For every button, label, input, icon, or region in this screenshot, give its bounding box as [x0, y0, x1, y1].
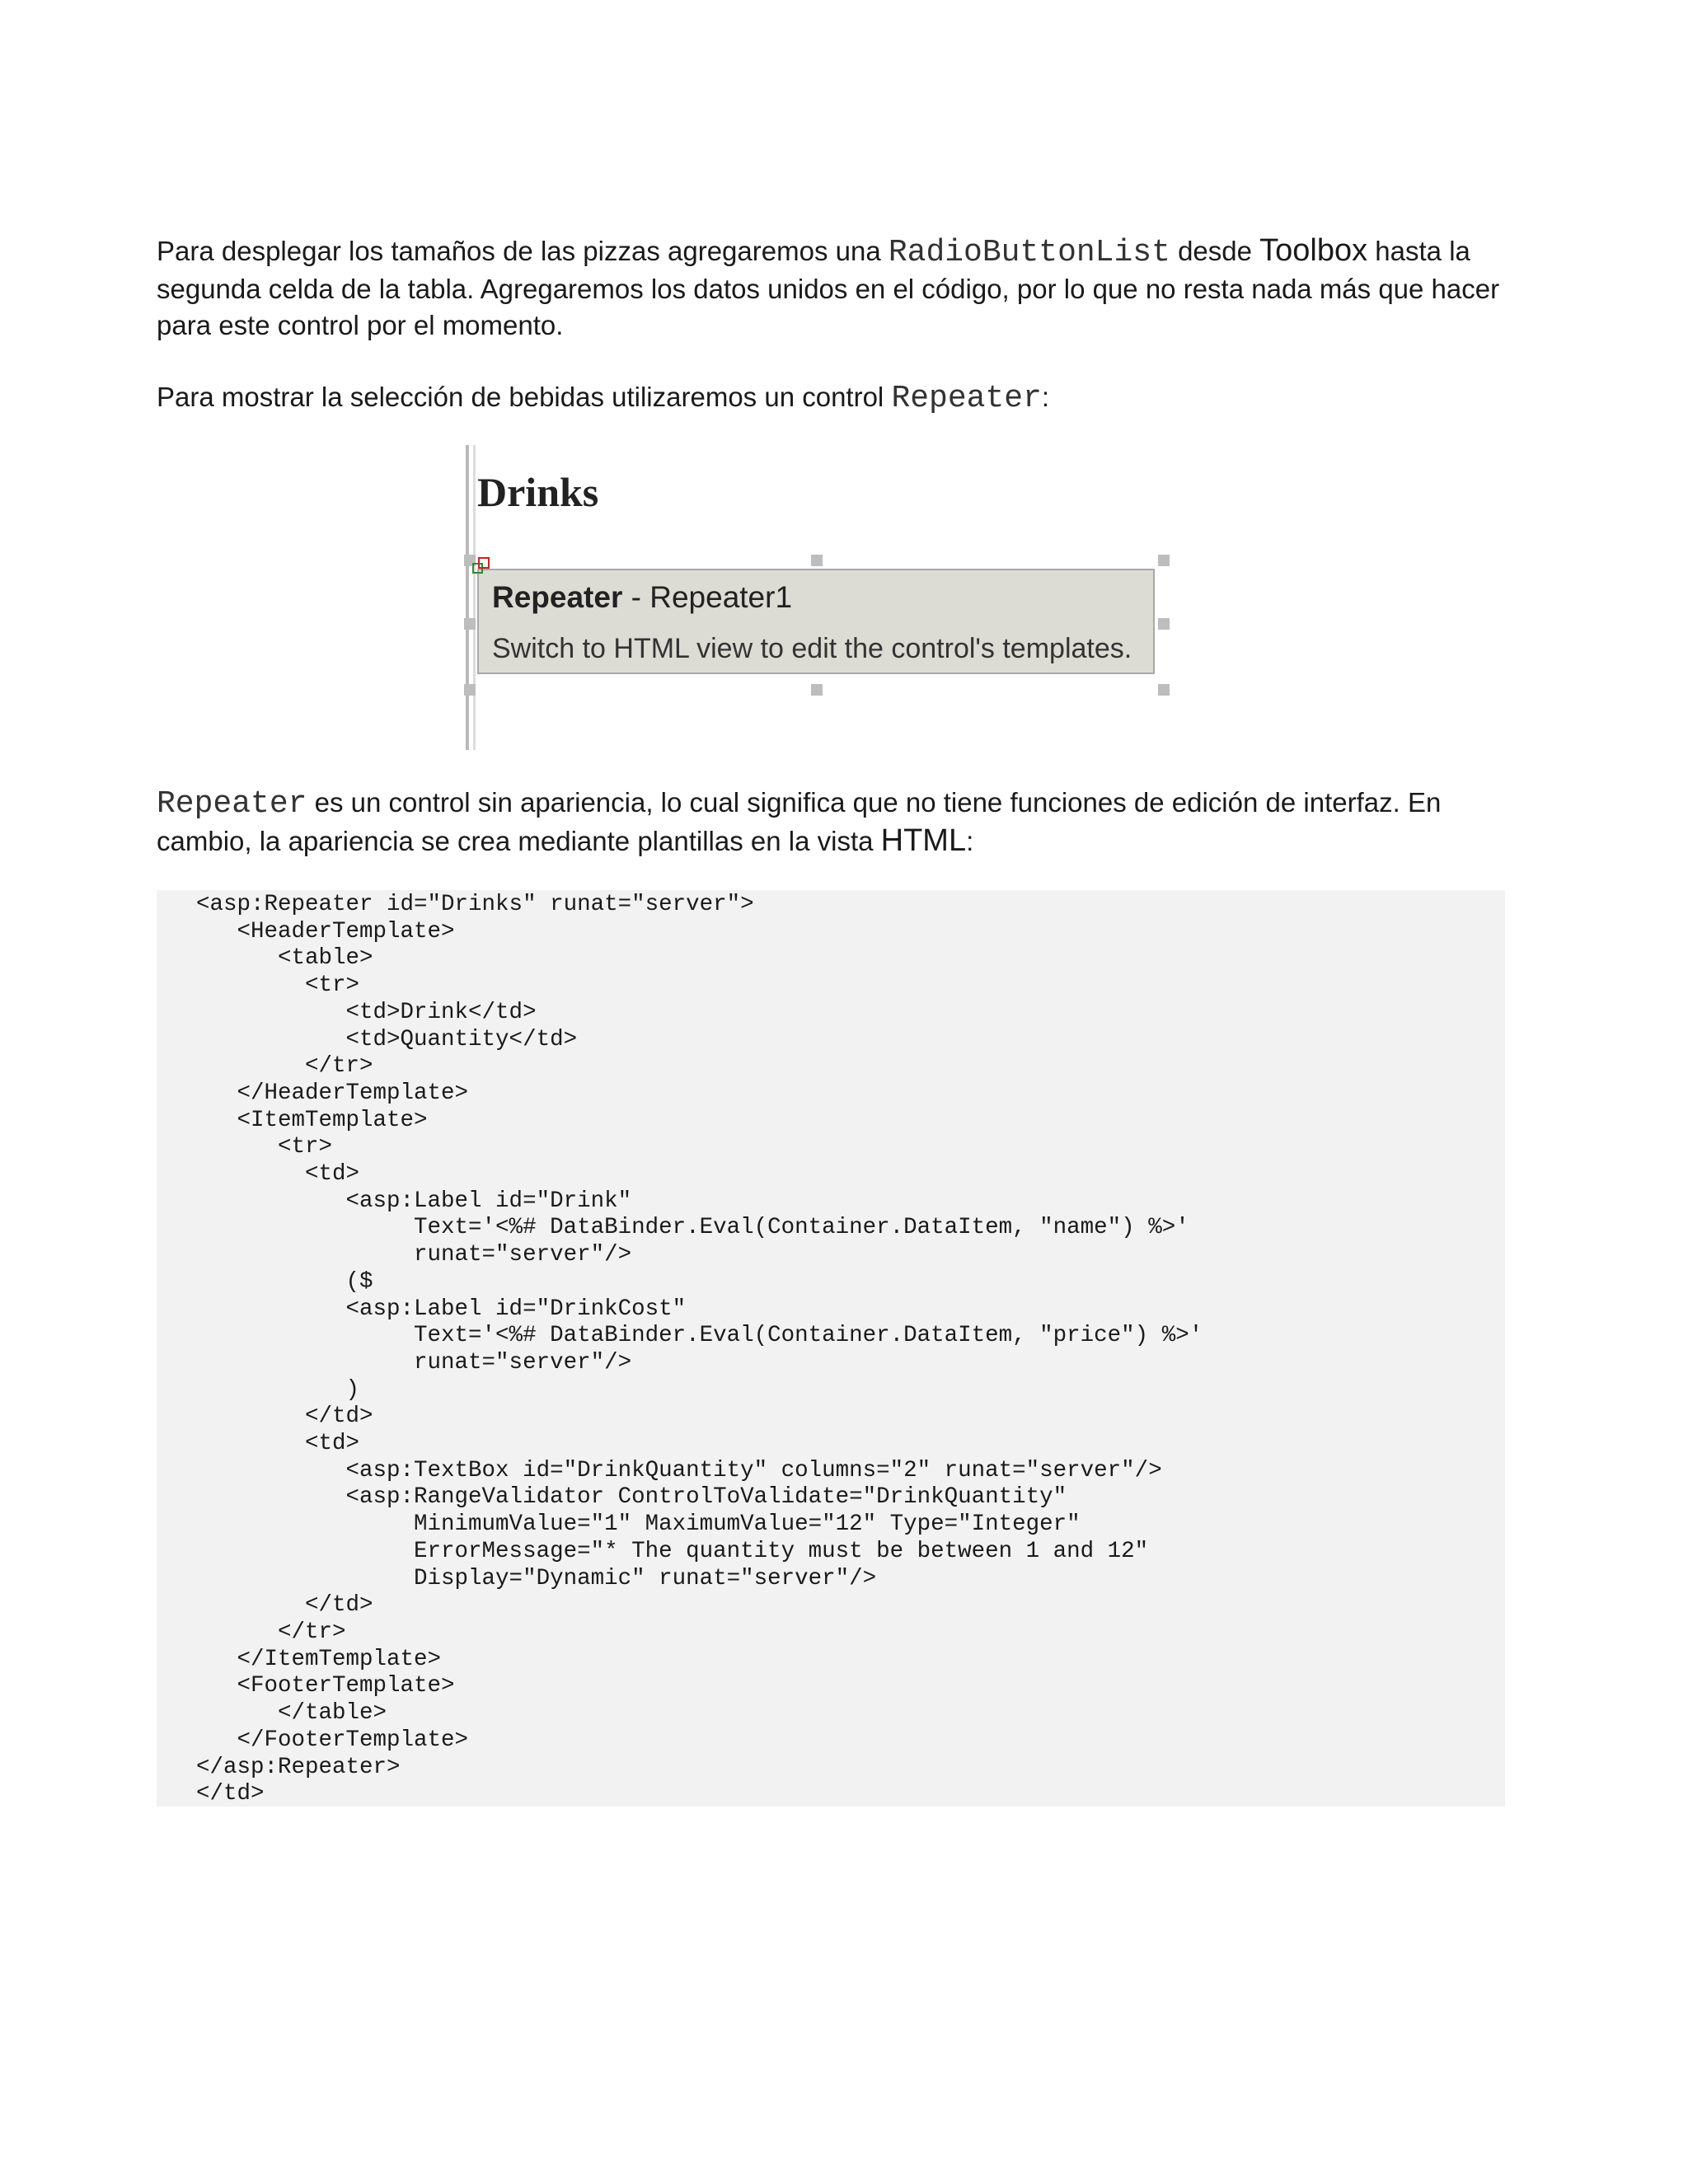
code-block — [157, 890, 1505, 1807]
repeater-code: Repeater — [891, 381, 1042, 416]
paragraph1-text-c: hasta la segunda celda de la tabla. Agregaremos los datos unidos en el código, por lo que no resta nada más que hacer para este control por el momento. — [157, 236, 1500, 340]
paragraph2-text-b: : — [1041, 382, 1050, 412]
paragraph3-text-a: es un control sin apariencia, lo cual significa que no tiene funciones de edición de interfaz. En cambio, la apariencia se crea mediante plantillas en la vista — [157, 787, 1442, 856]
paragraph1-text-b: desde — [1170, 236, 1260, 266]
resize-handle-tc — [811, 555, 823, 566]
designer-border — [466, 445, 469, 750]
resize-handle-bc — [811, 684, 823, 696]
paragraph2-text-a: Para mostrar la selección de bebidas utilizaremos un control — [157, 382, 892, 412]
repeater-control-id: - Repeater1 — [622, 580, 793, 614]
repeater-control-title — [492, 580, 792, 615]
paragraph-repeater-description — [157, 785, 1517, 860]
paragraph-radiobuttonlist — [157, 232, 1517, 344]
resize-handle-mr — [1158, 618, 1170, 630]
repeater-code-2: Repeater — [157, 786, 307, 822]
paragraph1-text-a: Para desplegar los tamaños de las pizzas agregaremos una — [157, 236, 889, 266]
resize-handle-tr — [1158, 555, 1170, 566]
resize-handle-ml — [464, 618, 476, 630]
code-listing: <asp:Repeater id="Drinks" runat="server"> <HeaderTemplate> <table> <tr> <td>Drink</td> <td>Quantity</td> </tr> </HeaderTemplate> <ItemTemplate> <tr> <td> <asp:Label id="Drink" Text='<%# DataBinder.Eval(Container.DataItem, "name") %>' runat="server"/> ($ <asp:Label id="DrinkCost" Text='<%# DataBinder.Eval(Container.DataItem, "price") %>' runat="server"/> ) </td> <td> <asp:TextBox id="DrinkQuantity" columns="2" runat="server"/> <asp:RangeValidator ControlToValidate="DrinkQuantity" MinimumValue="1" MaximumValue="12" Type="Integer" ErrorMessage="* The quantity must be between 1 and 12" Display="Dynamic" runat="server"/> </td> </tr> </ItemTemplate> <FooterTemplate> </table> </FooterTemplate> </asp:Repeater> </td> — [196, 892, 1203, 1807]
paragraph-repeater-intro — [157, 379, 1517, 417]
resize-handle-br — [1158, 684, 1170, 696]
repeater-control-type: Repeater — [492, 580, 623, 614]
designer-screenshot — [457, 445, 1183, 750]
radiobuttonlist-code: RadioButtonList — [888, 235, 1170, 270]
control-glyph-icon — [472, 557, 490, 575]
repeater-control-message: Switch to HTML view to edit the control's templates. — [492, 633, 1132, 664]
paragraph3-text-b: : — [966, 826, 974, 856]
resize-handle-bl — [464, 684, 476, 696]
html-term: HTML — [880, 823, 967, 858]
designer-border-inner — [473, 445, 476, 750]
repeater-control-box — [477, 569, 1155, 674]
drinks-heading: Drinks — [477, 469, 599, 515]
toolbox-term: Toolbox — [1259, 233, 1368, 268]
